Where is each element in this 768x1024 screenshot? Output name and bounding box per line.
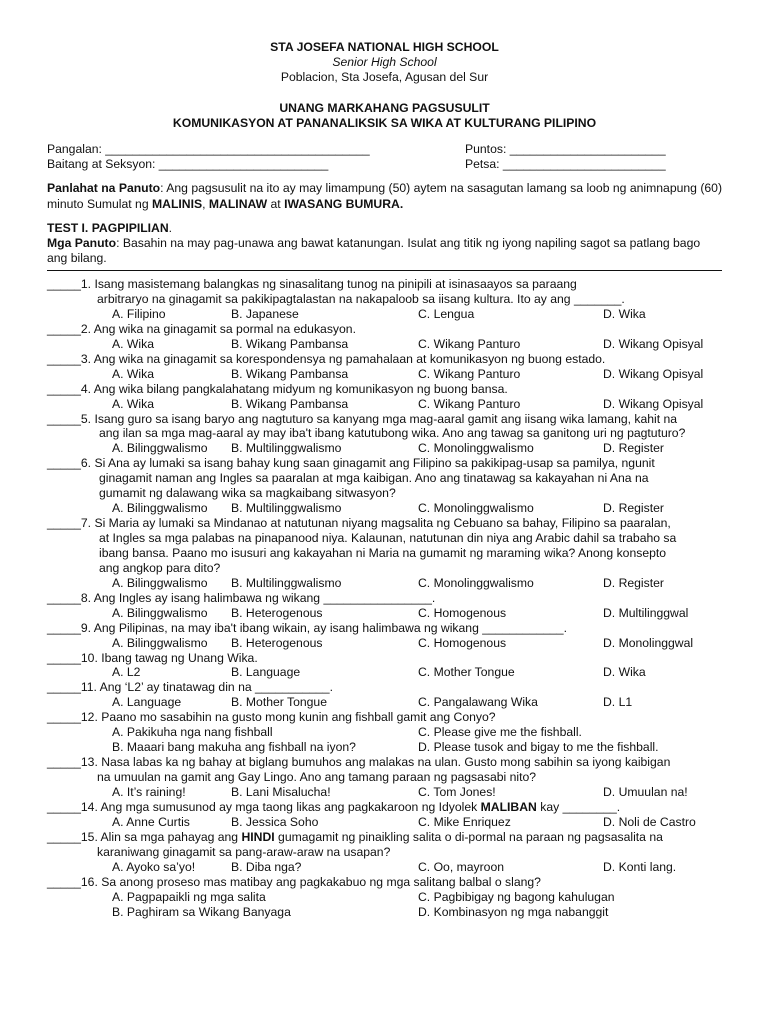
choice-c: C. Wikang Panturo: [418, 366, 521, 381]
score-field: Puntos: _______________________: [465, 142, 666, 156]
choice-c: C. Oo, mayroon: [418, 859, 505, 874]
choice-c: C. Mother Tongue: [418, 665, 515, 680]
choice-b: B. Maaari bang makuha ang fishball na iyon?: [112, 740, 356, 755]
choice-c: C. Monolinggwalismo: [418, 441, 534, 456]
choice-a: A. Filipino: [112, 306, 166, 321]
choice-c: C. Homogenous: [418, 635, 507, 650]
choice-b: B. Japanese: [231, 306, 299, 321]
choice-c: C. Pangalawang Wika: [418, 695, 538, 710]
divider: [47, 270, 722, 271]
choice-d: D. L1: [603, 695, 633, 710]
question-12: _____12. Paano mo sasabihin na gusto mong kunin ang fishball gamit ang Conyo? A. Pakikuha nga nang fishball C. Please give me the fishball. B. Maaari bang makuha ang fishball na iyon? D. Please tusok and bigay to me the fishball.: [47, 710, 659, 755]
student-fields: [47, 142, 722, 172]
choice-b: B. Mother Tongue: [231, 695, 327, 710]
choice-b: B. Paghiram sa Wikang Banyaga: [112, 904, 291, 919]
question-5: _____5. Isang guro sa isang baryo ang nagtuturo sa kanyang mga mag-aaral gamit ang iisang wika lamang, kahit na ang ilan sa mga mag-aaral ay may iba't ibang katutubong wika. Ano ang tawag sa ganitong uri ng pagtuturo? A. Bilinggwalismo B. Multilinggwalismo C. Monolinggwalismo D. Register: [47, 411, 686, 456]
choice-d: D. Register: [603, 441, 664, 456]
choice-d: D. Register: [603, 501, 664, 516]
choice-c: C. Pagbibigay ng bagong kahulugan: [418, 889, 615, 904]
choice-a: A. Bilinggwalismo: [112, 635, 208, 650]
choice-c: C. Tom Jones!: [418, 785, 496, 800]
question-4: _____4. Ang wika bilang pangkalahatang midyum ng komunikasyon ng buong bansa. A. Wika B. Wikang Pambansa C. Wikang Panturo D. Wikang Opisyal: [47, 381, 704, 411]
question-2: _____2. Ang wika na ginagamit sa pormal na edukasyon. A. Wika B. Wikang Pambansa C. Wikang Panturo D. Wikang Opisyal: [47, 321, 704, 351]
choice-b: B. Heterogenous: [231, 605, 323, 620]
choice-b: B. Lani Misalucha!: [231, 785, 331, 800]
choice-a: A. Wika: [112, 366, 154, 381]
choice-c: C. Wikang Panturo: [418, 336, 521, 351]
choice-c: C. Wikang Panturo: [418, 396, 521, 411]
choice-d: D. Noli de Castro: [603, 814, 696, 829]
choice-a: A. L2: [112, 665, 141, 680]
choice-c: C. Please give me the fishball.: [418, 725, 582, 740]
exam-page: [47, 40, 722, 920]
choice-d: D. Register: [603, 575, 664, 590]
choice-a: A. Wika: [112, 336, 154, 351]
choice-b: B. Multilinggwalismo: [231, 441, 342, 456]
choice-a: A. Ayoko sa’yo!: [112, 859, 196, 874]
question-14: _____14. Ang mga sumusunod ay mga taong likas ang pagkakaroon ng Idyolek MALIBAN kay ________. A. Anne Curtis B. Jessica Soho C. Mike Enriquez D. Noli de Castro: [47, 800, 696, 829]
choice-a: A. Bilinggwalismo: [112, 441, 208, 456]
school-division: Senior High School: [332, 55, 437, 69]
instructions-label: Panlahat na Panuto: [47, 181, 161, 195]
choice-d: D. Multilinggwal: [603, 605, 689, 620]
choice-d: D. Umuulan na!: [603, 785, 688, 800]
question-13: _____13. Nasa labas ka ng bahay at biglang bumuhos ang malakas na ulan. Gusto mong sabihin sa iyong kaibigan na umuulan na gamit ang Gay Lingo. Ano ang tamang paraan ng pagsasabi nito? A. It’s raining! B. Lani Misalucha! C. Tom Jones! D. Umuulan na!: [47, 755, 688, 800]
choice-b: B. Wikang Pambansa: [231, 336, 349, 351]
choice-c: C. Monolinggwalismo: [418, 501, 534, 516]
question-11: _____11. Ang ‘L2’ ay tinatawag din na ___________. A. Language B. Mother Tongue C. Pangalawang Wika D. L1: [47, 680, 633, 710]
choice-b: B. Jessica Soho: [231, 814, 319, 829]
choice-d: D. Kombinasyon ng mga nabanggit: [418, 904, 609, 919]
choice-d: D. Wika: [603, 306, 646, 321]
general-instructions: Panlahat na Panuto: Ang pagsusulit na ito ay may limampung (50) aytem na sasagutan lamang sa loob ng animnapung (60) minuto Sumulat ng MALINIS, MALINAW at IWASANG BUMURA.: [47, 181, 722, 211]
choice-c: C. Homogenous: [418, 605, 507, 620]
choice-a: A. It’s raining!: [112, 785, 186, 800]
question-8: _____8. Ang Ingles ay isang halimbawa ng wikang ________________. A. Bilinggwalismo B. Heterogenous C. Homogenous D. Multilinggwal: [47, 590, 689, 620]
question-1: _____1. Isang masistemang balangkas ng sinasalitang tunog na pinipili at isinasaayos sa paraang arbitraryo na ginagamit sa pakikipagtalastan na nakapaloob sa iisang kultura. Ito ay ang _______. A. Filipino B. Japanese C. Lengua D. Wika: [47, 277, 646, 321]
choice-a: A. Pakikuha nga nang fishball: [112, 725, 273, 740]
choice-d: D. Wikang Opisyal: [603, 396, 704, 411]
choice-d: D. Konti lang.: [603, 859, 677, 874]
choice-a: A. Anne Curtis: [112, 814, 190, 829]
choice-d: D. Wikang Opisyal: [603, 366, 704, 381]
test-heading: TEST I. PAGPIPILIAN.: [47, 221, 173, 235]
name-field: Pangalan: _______________________________________: [47, 142, 370, 156]
date-field: Petsa: ________________________: [465, 156, 666, 171]
question-16: _____16. Sa anong proseso mas matibay ang pagkakabuo ng mga salitang balbal o slang? A. Pagpapaikli ng mga salita C. Pagbibigay ng bagong kahulugan B. Paghiram sa Wikang Banyaga D. Kombinasyon ng mga nabanggit: [47, 874, 615, 919]
choice-b: B. Heterogenous: [231, 635, 323, 650]
choice-b: B. Wikang Pambansa: [231, 396, 349, 411]
question-7: _____7. Si Maria ay lumaki sa Mindanao at natutunan niyang magsalita ng Cebuano sa bahay, Filipino sa paaralan, at Ingles sa mga palabas na pinapanood niya. Kalaunan, natutunan din niya ang Arabic dahil sa trabaho sa ibang bansa. Paano mo isusuri ang kakayahan ni Maria na gumamit ng maraming wika? Anong konsepto ang angkop para dito? A. Bilinggwalismo B. Multilinggwalismo C. Monolinggwalismo D. Register: [47, 516, 677, 590]
choice-b: B. Diba nga?: [231, 859, 302, 874]
choice-d: D. Monolinggwal: [603, 635, 694, 650]
school-name: STA JOSEFA NATIONAL HIGH SCHOOL: [270, 40, 499, 54]
school-address: Poblacion, Sta Josefa, Agusan del Sur: [280, 70, 489, 84]
test-instructions: Mga Panuto: Basahin na may pag-unawa ang bawat katanungan. Isulat ang titik ng iyong napiling sagot sa patlang bago ang bilang.: [47, 236, 701, 265]
question-9: _____9. Ang Pilipinas, na may iba't ibang wikain, ay isang halimbawa ng wikang ____________. A. Bilinggwalismo B. Heterogenous C. Homogenous D. Monolinggwal: [47, 620, 694, 650]
question-3: _____3. Ang wika na ginagamit sa korespondensya ng pamahalaan at komunikasyon ng buong estado. A. Wika B. Wikang Pambansa C. Wikang Panturo D. Wikang Opisyal: [47, 351, 704, 381]
section-field: Baitang at Seksyon: _________________________: [47, 156, 329, 171]
choice-a: A. Bilinggwalismo: [112, 605, 208, 620]
choice-b: B. Multilinggwalismo: [231, 501, 342, 516]
choice-d: D. Please tusok and bigay to me the fishball.: [418, 740, 659, 755]
exam-subject: KOMUNIKASYON AT PANANALIKSIK SA WIKA AT KULTURANG PILIPINO: [172, 116, 597, 130]
choice-b: B. Language: [231, 665, 301, 680]
choice-a: A. Bilinggwalismo: [112, 501, 208, 516]
choice-a: A. Wika: [112, 396, 154, 411]
choice-a: A. Language: [112, 695, 182, 710]
choice-d: D. Wika: [603, 665, 646, 680]
choice-c: C. Monolinggwalismo: [418, 575, 534, 590]
choice-a: A. Pagpapaikli ng mga salita: [112, 889, 266, 904]
question-10: _____10. Ibang tawag ng Unang Wika. A. L2 B. Language C. Mother Tongue D. Wika: [47, 650, 646, 680]
choice-b: B. Wikang Pambansa: [231, 366, 349, 381]
choice-a: A. Bilinggwalismo: [112, 575, 208, 590]
choice-c: C. Mike Enriquez: [418, 814, 511, 829]
choice-c: C. Lengua: [418, 306, 475, 321]
choice-d: D. Wikang Opisyal: [603, 336, 704, 351]
question-15: _____15. Alin sa mga pahayag ang HINDI gumagamit ng pinaikling salita o di-pormal na paraan ng pagsasalita na karaniwang ginagamit sa pang-araw-araw na usapan? A. Ayoko sa’yo! B. Diba nga? C. Oo, mayroon D. Konti lang.: [47, 829, 677, 874]
header: [47, 40, 722, 131]
exam-title: UNANG MARKAHANG PAGSUSULIT: [279, 101, 490, 115]
choice-b: B. Multilinggwalismo: [231, 575, 342, 590]
question-6: _____6. Si Ana ay lumaki sa isang bahay kung saan ginagamit ang Filipino sa pakikipag-usap sa pamilya, ngunit ginagamit naman ang Ingles sa paaralan at mga kaibigan. Ano ang tinatawag sa kakayahan ni Ana na gumamit ng dalawang wika sa magkaibang sitwasyon? A. Bilinggwalismo B. Multilinggwalismo C. Monolinggwalismo D. Register: [47, 456, 664, 516]
